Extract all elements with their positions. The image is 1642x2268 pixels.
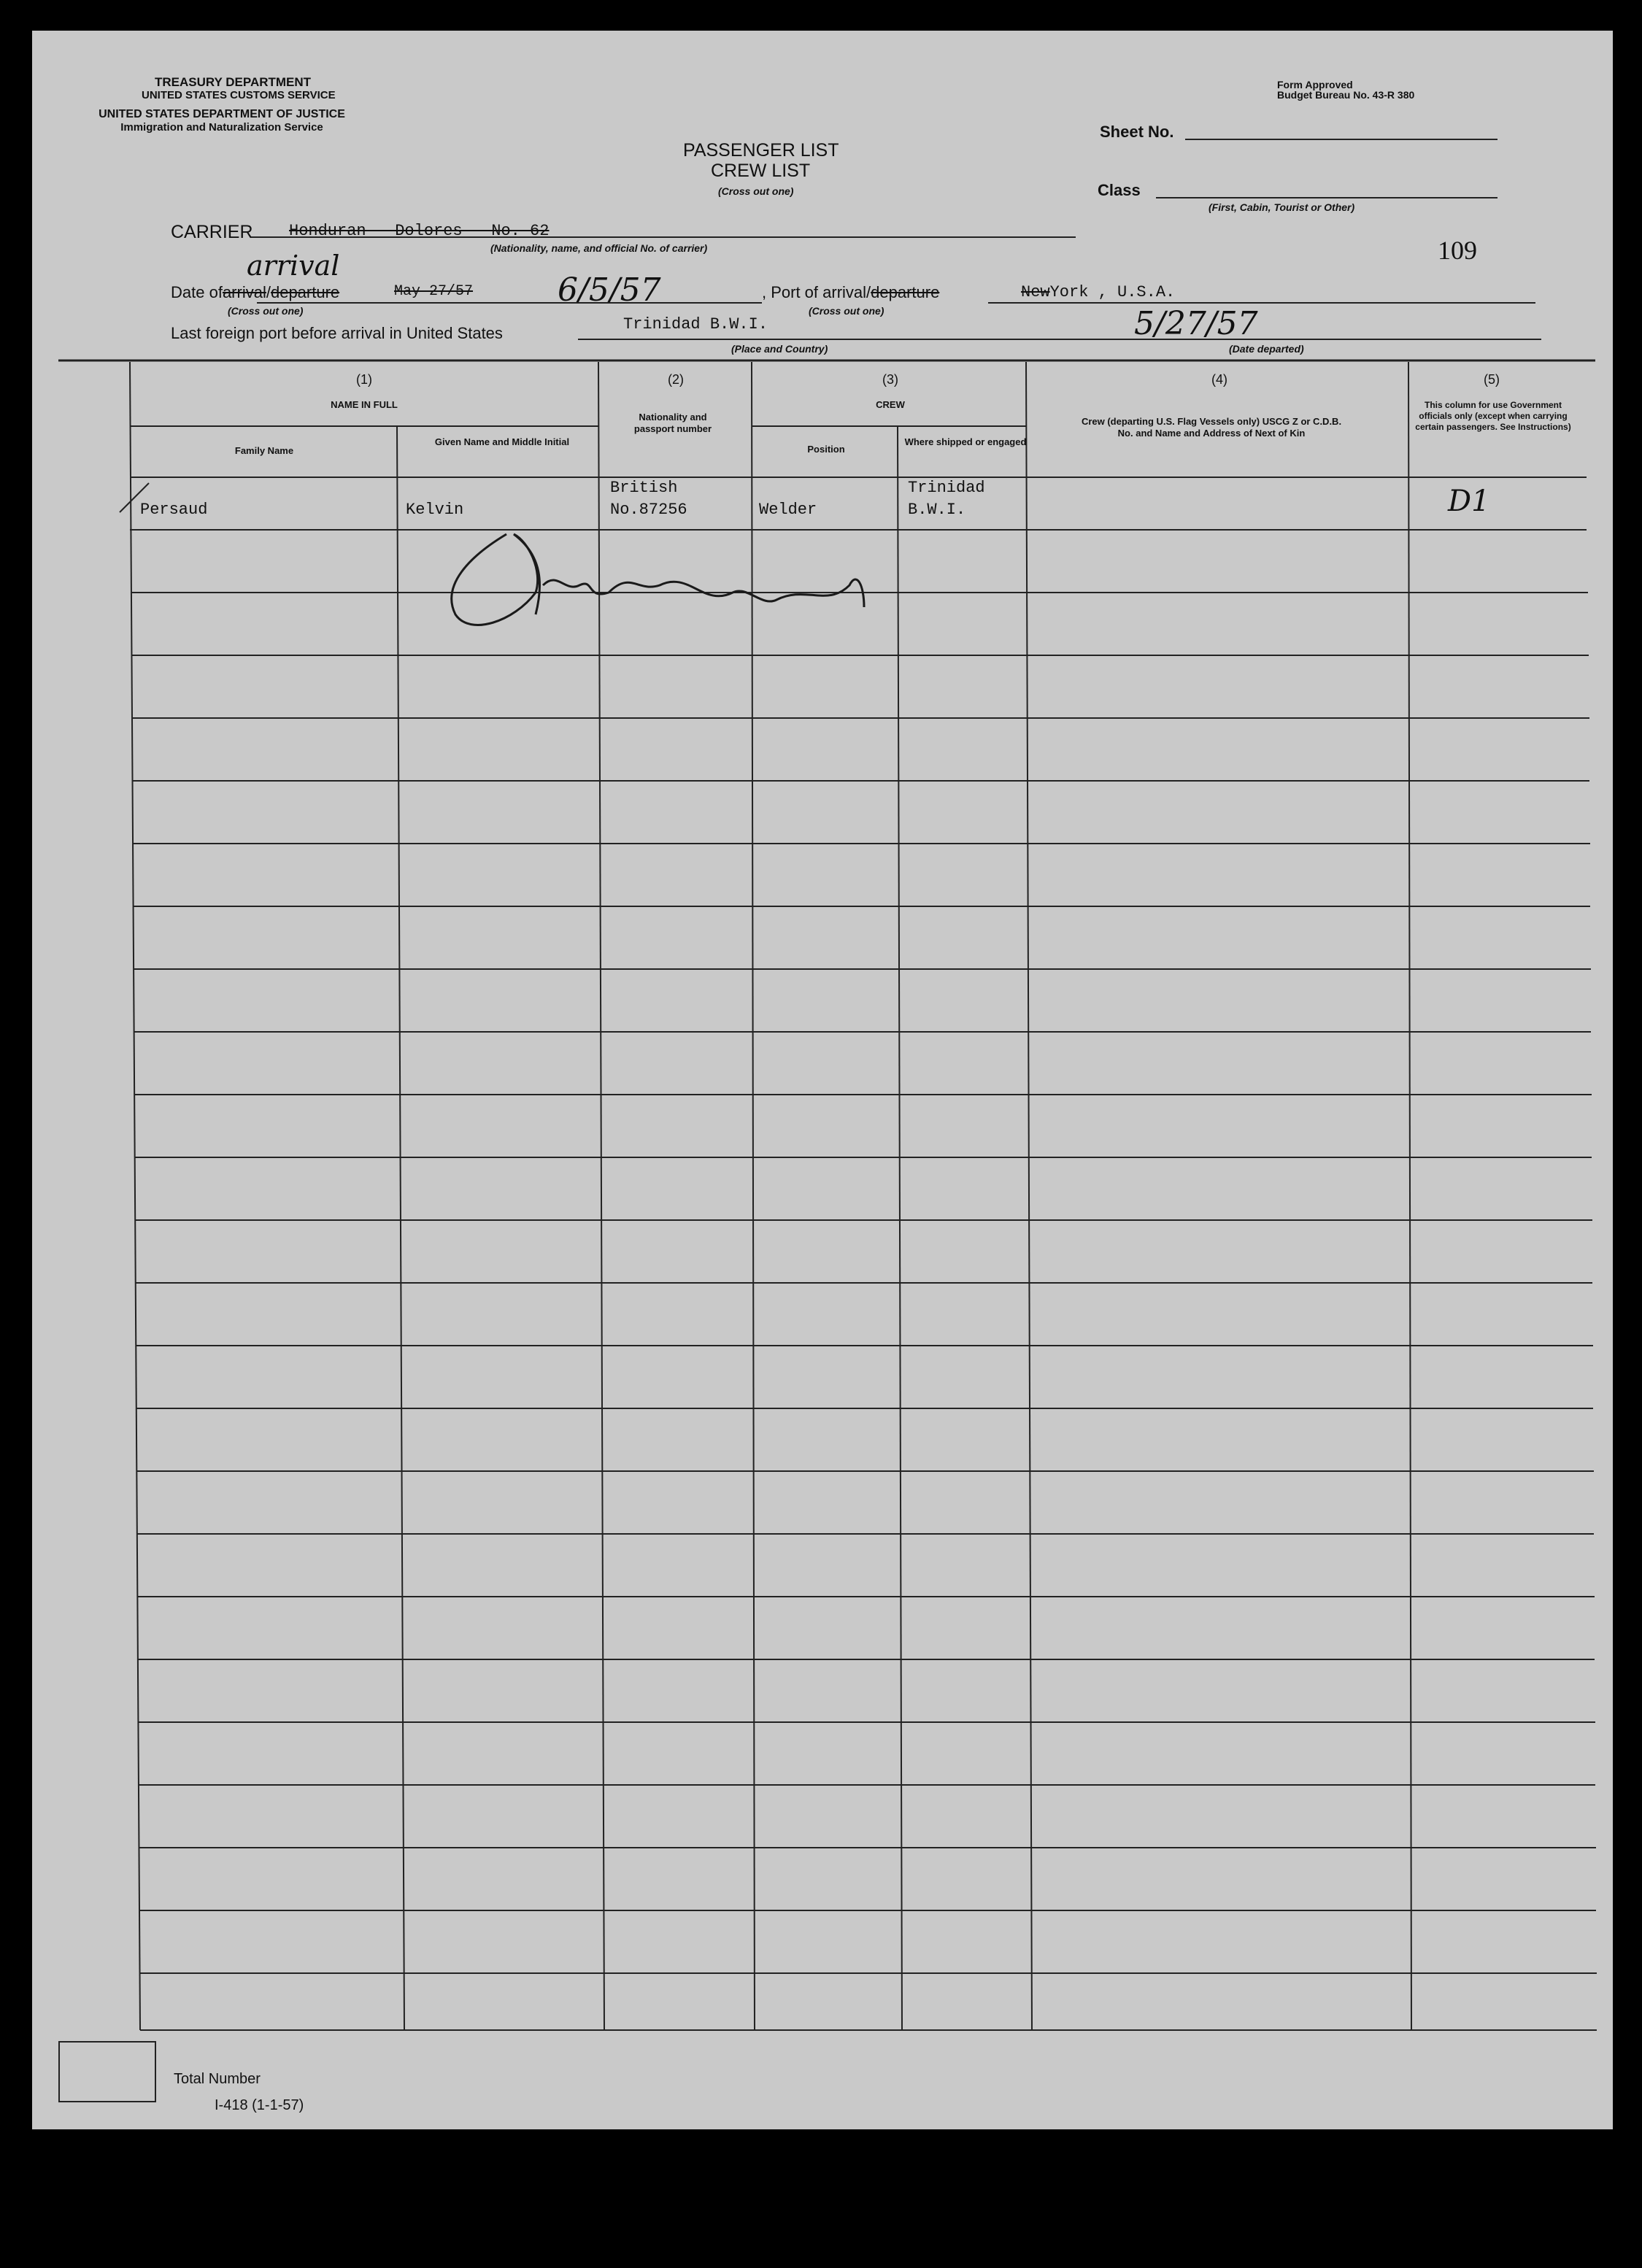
- port-value-main: York , U.S.A.: [1049, 283, 1176, 301]
- cross-out-hint: (Cross out one): [718, 185, 794, 197]
- col1-number: (1): [356, 372, 372, 387]
- class-label: Class: [1098, 181, 1141, 199]
- col1a-header: Family Name: [234, 445, 294, 456]
- date-departed-hint: (Date departed): [1229, 343, 1304, 355]
- class-hint: (First, Cabin, Tourist or Other): [1209, 201, 1355, 213]
- nationality-cell-line1: British: [610, 479, 678, 497]
- form-id: I-418 (1-1-57): [215, 2097, 304, 2113]
- form-approved: Form Approved: [1277, 79, 1353, 90]
- form-sheet: [32, 31, 1613, 2129]
- place-hint: (Place and Country): [731, 343, 828, 355]
- col3b-header: Where shipped or engaged: [904, 436, 1027, 447]
- position-cell: Welder: [759, 501, 817, 519]
- agency-line: UNITED STATES CUSTOMS SERVICE: [142, 89, 336, 101]
- col4-title: Crew (departing U.S. Flag Vessels only) USCG Z or C.D.B. No. and Name and Address of Next of Kin: [1081, 416, 1342, 439]
- title-crew-list: CREW LIST: [711, 161, 811, 181]
- col5-title: This column for use Government officials only (except when carrying certain passengers. See Instructions): [1415, 400, 1571, 432]
- typed-date: May 27/57: [394, 283, 474, 300]
- col4-number: (4): [1211, 372, 1227, 387]
- col2-number: (2): [668, 372, 684, 387]
- date-departed-value: 5/27/57: [1134, 305, 1258, 342]
- date-label-prefix: Date of: [171, 283, 223, 301]
- given-name-cell: Kelvin: [406, 501, 464, 519]
- sheet-no-label: Sheet No.: [1100, 123, 1174, 141]
- agency-line: Immigration and Naturalization Service: [120, 121, 323, 134]
- port-cross-hint: (Cross out one): [809, 305, 884, 317]
- col2-title: Nationality and passport number: [633, 412, 712, 434]
- col3a-header: Position: [807, 444, 845, 455]
- carrier-value: Honduran - Dolores - No. 62: [289, 222, 550, 240]
- total-number-label: Total Number: [174, 2071, 261, 2087]
- shipped-cell-line1: Trinidad: [908, 479, 985, 497]
- carrier-label: CARRIER: [171, 222, 253, 242]
- handwritten-date: 6/5/57: [558, 271, 661, 309]
- page-number: 109: [1438, 236, 1477, 265]
- title-passenger-list: PASSENGER LIST: [683, 140, 839, 161]
- foreign-port-label: Last foreign port before arrival in United States: [171, 324, 503, 342]
- port-label-prefix: , Port of arrival/: [762, 283, 871, 301]
- date-label-arrival: arrival: [222, 283, 266, 301]
- total-number-box: [58, 2041, 156, 2102]
- port-label-departure: departure: [871, 283, 940, 301]
- col1-title: NAME IN FULL: [331, 399, 398, 410]
- foreign-port-value: Trinidad B.W.I.: [623, 315, 768, 333]
- port-value-struck: New: [1021, 283, 1050, 301]
- agency-line: UNITED STATES DEPARTMENT OF JUSTICE: [99, 108, 345, 120]
- signature-scrawl: [452, 534, 864, 625]
- official-mark-cell: D1: [1448, 485, 1490, 518]
- carrier-hint: (Nationality, name, and official No. of carrier): [490, 242, 708, 254]
- table-grid: [32, 31, 1613, 2129]
- date-cross-hint: (Cross out one): [228, 305, 304, 317]
- budget-bureau: Budget Bureau No. 43-R 380: [1277, 89, 1415, 101]
- date-label-departure: departure: [270, 283, 340, 301]
- nationality-cell-line2: No.87256: [610, 501, 687, 519]
- shipped-cell-line2: B.W.I.: [908, 501, 966, 519]
- col5-number: (5): [1484, 372, 1500, 387]
- handwritten-arrival: arrival: [247, 250, 340, 282]
- family-name-cell: Persaud: [140, 501, 208, 519]
- col3-number: (3): [882, 372, 898, 387]
- date-label-slash: /: [266, 283, 271, 301]
- agency-line: TREASURY DEPARTMENT: [154, 75, 312, 89]
- row-lines: [130, 477, 1597, 2030]
- col1b-header: Given Name and Middle Initial: [434, 436, 570, 447]
- col3-title: CREW: [876, 399, 905, 410]
